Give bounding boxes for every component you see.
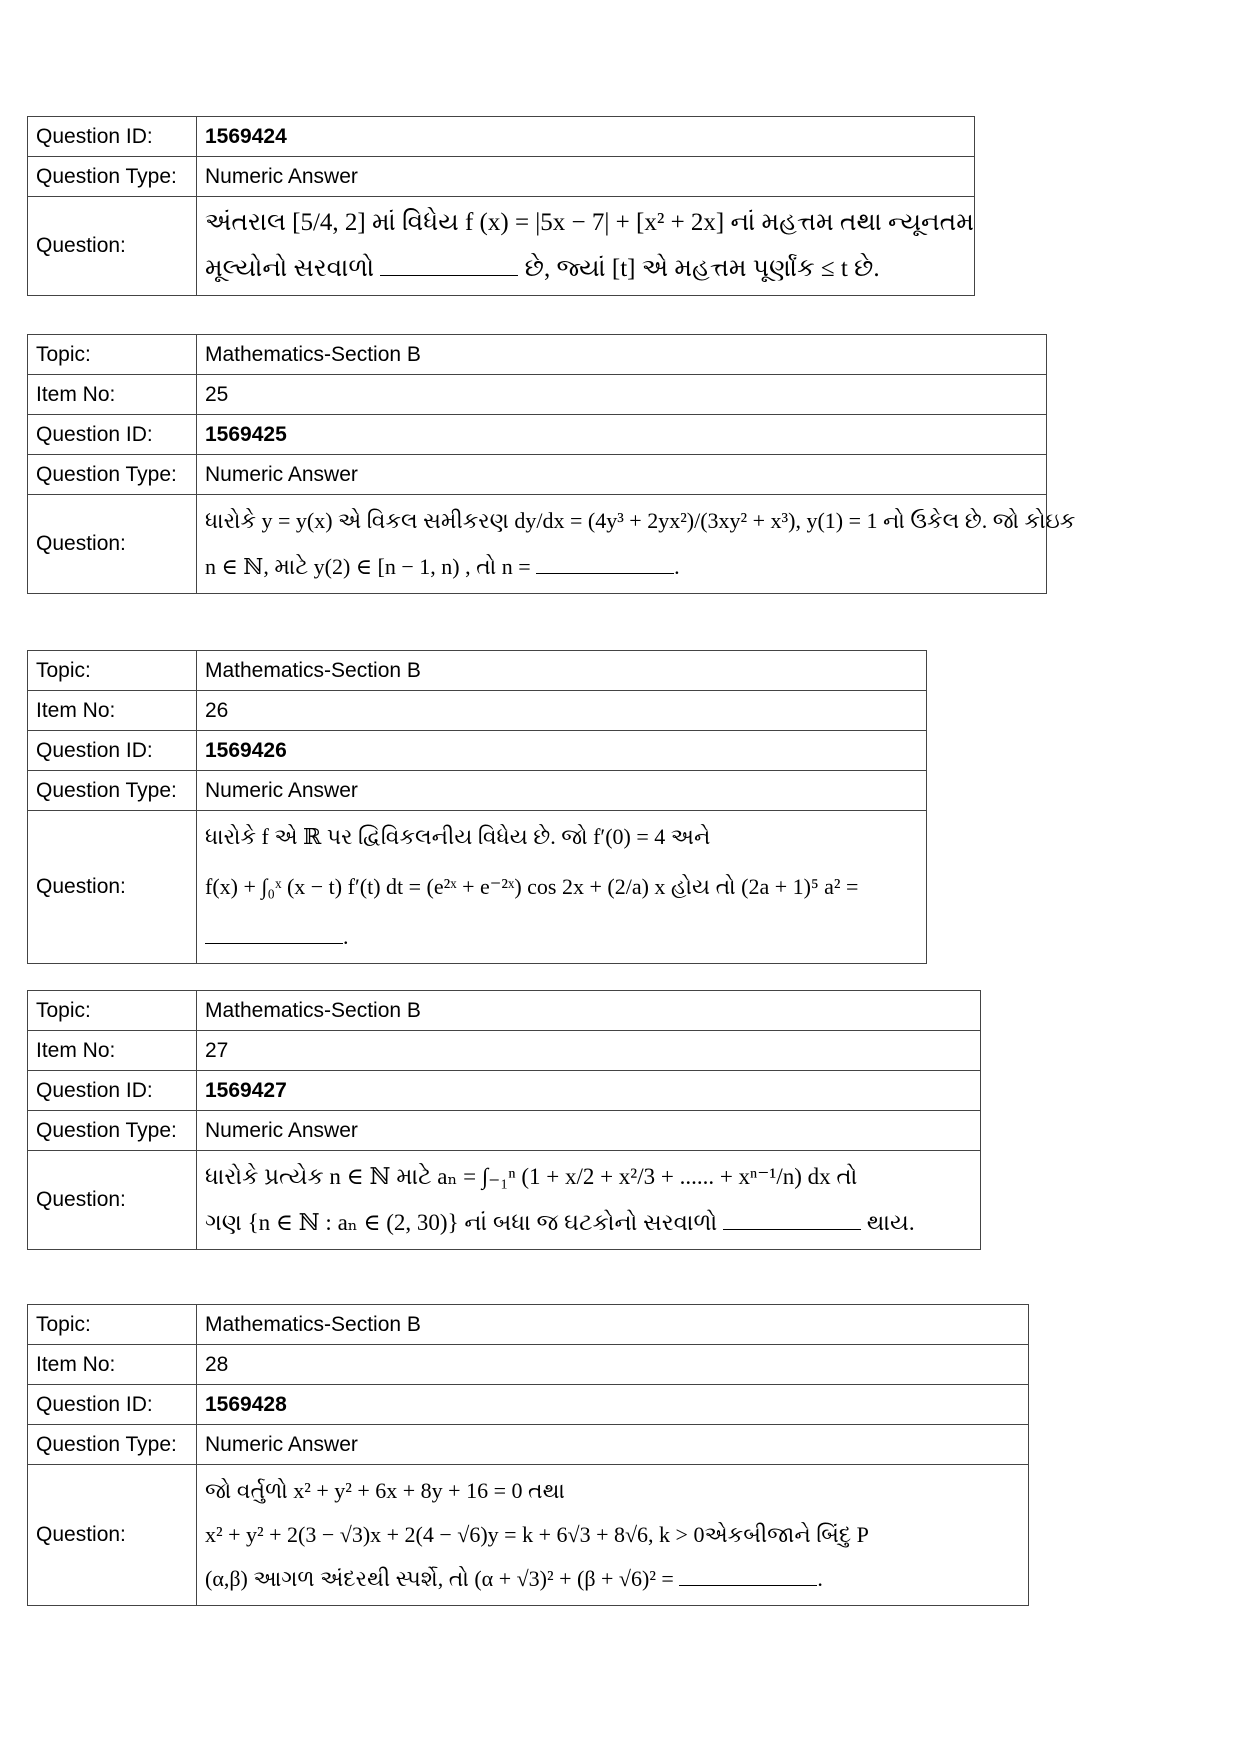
question-label: Question:: [28, 495, 197, 594]
question-type-row: [28, 1111, 981, 1151]
question-table-1569426: [27, 650, 927, 964]
item-no-label: Item No:: [28, 1031, 197, 1071]
question-label: Question:: [28, 197, 197, 296]
question-line-2-end: છે, જ્યાં [t] એ મહત્તમ પૂર્ણાંક ≤ t છે.: [524, 255, 880, 282]
question-text: [197, 811, 927, 964]
question-line-2-end: થાય.: [866, 1210, 915, 1235]
item-no-value: 27: [197, 1031, 981, 1071]
topic-row: [28, 335, 1047, 375]
topic-label: Topic:: [28, 335, 197, 375]
question-line-1: જો વર્તુળો x² + y² + 6x + 8y + 16 = 0 તથા: [205, 1478, 565, 1503]
answer-blank: [536, 551, 674, 574]
question-type-row: [28, 455, 1047, 495]
answer-blank: [679, 1563, 817, 1586]
question-row: [28, 495, 1047, 594]
item-no-label: Item No:: [28, 691, 197, 731]
question-line-1: અંતરાલ [5/4, 2] માં વિધેય f (x) = |5x − 7| + [x² + 2x] નાં મહત્તમ તથા ન્યૂનતમ: [205, 209, 974, 236]
question-line-2: [205, 545, 1038, 589]
question-table-1569424: [27, 116, 975, 296]
question-type-row: [28, 771, 927, 811]
question-line-1: ધારોકે y = y(x) એ વિકલ સમીકરણ dy/dx = (4y³ + 2yx²)/(3xy² + x³), y(1) = 1 નો ઉકેલ છે. જો કોઇક: [205, 508, 1076, 533]
item-no-label: Item No:: [28, 1345, 197, 1385]
question-row: [28, 811, 927, 964]
question-type-row: [28, 1425, 1029, 1465]
question-line-2-start: n ∈ ℕ, માટે y(2) ∈ [n − 1, n) , તો n =: [205, 554, 531, 579]
item-no-row: [28, 691, 927, 731]
topic-value: Mathematics-Section B: [197, 1305, 1029, 1345]
question-type-value: Numeric Answer: [197, 1111, 981, 1151]
question-row: [28, 197, 975, 296]
item-no-row: [28, 375, 1047, 415]
question-text: [197, 197, 975, 296]
question-label: Question:: [28, 1465, 197, 1606]
item-no-value: 25: [197, 375, 1047, 415]
question-id-value: 1569426: [197, 731, 927, 771]
item-no-row: [28, 1031, 981, 1071]
question-line-3-end: .: [817, 1566, 823, 1591]
question-line-2-end: .: [674, 554, 680, 579]
topic-label: Topic:: [28, 991, 197, 1031]
item-no-value: 26: [197, 691, 927, 731]
topic-value: Mathematics-Section B: [197, 651, 927, 691]
topic-label: Topic:: [28, 651, 197, 691]
item-no-value: 28: [197, 1345, 1029, 1385]
answer-blank: [723, 1207, 861, 1230]
topic-row: [28, 991, 981, 1031]
topic-row: [28, 651, 927, 691]
question-row: [28, 1151, 981, 1250]
question-type-label: Question Type:: [28, 157, 197, 197]
question-type-value: Numeric Answer: [197, 1425, 1029, 1465]
question-line-2-start: ગણ {n ∈ ℕ : aₙ ∈ (2, 30)} નાં બધા જ ઘટકોનો સરવાળો: [205, 1210, 718, 1235]
question-line-1: ધારોકે f એ ℝ પર દ્વિવિકલનીય વિધેય છે. જો f′(0) = 4 અને: [205, 824, 711, 849]
question-id-label: Question ID:: [28, 415, 197, 455]
question-id-row: [28, 1385, 1029, 1425]
topic-row: [28, 1305, 1029, 1345]
question-line-2: x² + y² + 2(3 − √3)x + 2(4 − √6)y = k + 6√3 + 8√6, k > 0એકબીજાને બિંદુ P: [205, 1522, 869, 1547]
question-line-3: [205, 915, 918, 959]
topic-label: Topic:: [28, 1305, 197, 1345]
question-text: [197, 495, 1076, 594]
question-type-label: Question Type:: [28, 1425, 197, 1465]
question-id-row: [28, 415, 1047, 455]
question-type-label: Question Type:: [28, 771, 197, 811]
question-line-3-end: .: [343, 924, 349, 949]
question-table-1569427: [27, 990, 981, 1250]
question-type-label: Question Type:: [28, 1111, 197, 1151]
question-type-label: Question Type:: [28, 455, 197, 495]
question-line-1: ધારોકે પ્રત્યેક n ∈ ℕ માટે aₙ = ∫₋₁ⁿ (1 + x/2 + x²/3 + ...... + xⁿ⁻¹/n) dx તો: [205, 1164, 858, 1189]
topic-value: Mathematics-Section B: [197, 335, 1047, 375]
question-line-2: [205, 247, 966, 291]
question-id-row: [28, 117, 975, 157]
question-label: Question:: [28, 1151, 197, 1250]
question-id-value: 1569428: [197, 1385, 1029, 1425]
answer-blank: [205, 921, 343, 944]
question-line-3-start: (α,β) આગળ અંદરથી સ્પર્શે, તો (α + √3)² + (β + √6)² =: [205, 1566, 674, 1591]
question-id-row: [28, 731, 927, 771]
question-id-label: Question ID:: [28, 1071, 197, 1111]
item-no-label: Item No:: [28, 375, 197, 415]
question-text: [197, 1465, 1029, 1606]
question-id-label: Question ID:: [28, 117, 197, 157]
answer-blank: [380, 253, 518, 276]
question-type-value: Numeric Answer: [197, 157, 975, 197]
question-id-label: Question ID:: [28, 731, 197, 771]
question-text: [197, 1151, 981, 1250]
question-label: Question:: [28, 811, 197, 964]
question-type-row: [28, 157, 975, 197]
question-table-1569425: [27, 334, 1076, 594]
question-id-value: 1569427: [197, 1071, 981, 1111]
question-id-value: 1569425: [197, 415, 1047, 455]
question-line-2: f(x) + ∫₀ˣ (x − t) f′(t) dt = (e²ˣ + e⁻²ˣ) cos 2x + (2/a) x હોય તો (2a + 1)⁵ a² =: [205, 874, 859, 899]
question-table-1569428: [27, 1304, 1029, 1606]
question-line-2: [205, 1201, 972, 1245]
question-row: [28, 1465, 1029, 1606]
question-line-2-start: મૂલ્યોનો સરવાળો: [205, 255, 375, 282]
topic-value: Mathematics-Section B: [197, 991, 981, 1031]
question-id-value: 1569424: [197, 117, 975, 157]
question-line-3: [205, 1557, 1020, 1601]
question-id-label: Question ID:: [28, 1385, 197, 1425]
question-id-row: [28, 1071, 981, 1111]
question-type-value: Numeric Answer: [197, 771, 927, 811]
item-no-row: [28, 1345, 1029, 1385]
question-type-value: Numeric Answer: [197, 455, 1047, 495]
